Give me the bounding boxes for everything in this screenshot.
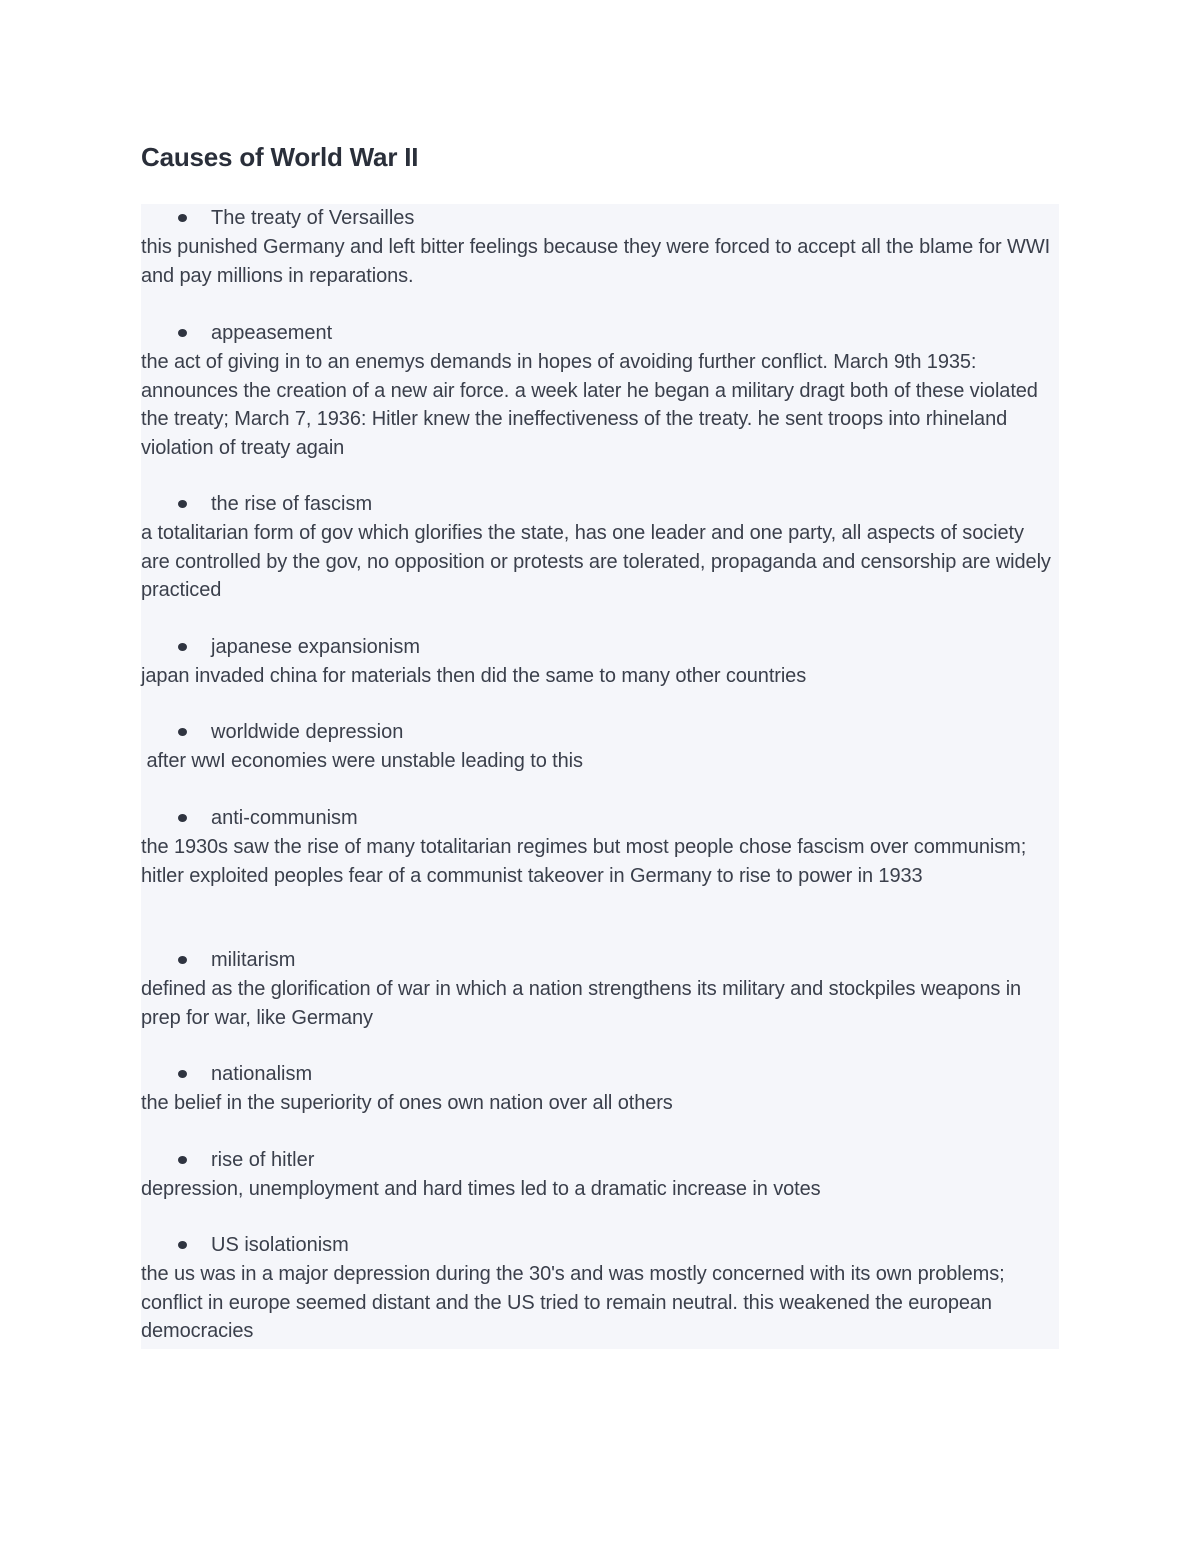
- section-text: the 1930s saw the rise of many totalitarian regimes but most people chose fascism over communism; hitler exploited peoples fear of a communist takeover in Germany to rise to power in 1933: [141, 836, 1027, 887]
- section-japanese-expansionism: [141, 633, 1059, 691]
- section-heading: nationalism: [211, 1063, 313, 1085]
- section-text: defined as the glorification of war in which a nation strengthens its military and stockpiles weapons in prep for war, like Germany: [141, 978, 1022, 1029]
- section-rise-of-hitler: [141, 1146, 1059, 1204]
- section-heading: militarism: [211, 949, 296, 971]
- section-text: a totalitarian form of gov which glorifies the state, has one leader and one party, all aspects of society are controlled by the gov, no opposition or protests are tolerated, propaganda and censorship are widely practiced: [141, 522, 1051, 602]
- section-treaty-of-versailles: [141, 204, 1059, 290]
- section-text: the belief in the superiority of ones own nation over all others: [141, 1092, 673, 1114]
- bullet-dot-icon: [178, 814, 187, 822]
- bullet-dot-icon: [178, 643, 187, 651]
- section-heading: japanese expansionism: [211, 636, 421, 658]
- section-nationalism: [141, 1060, 1059, 1118]
- section-text: the act of giving in to an enemys demands in hopes of avoiding further conflict. March 9th 1935: announces the creation of a new air force. a week later he began a military dragt both of these violated the treaty; March 7, 1936: Hitler knew the ineffectiveness of the treaty. he sent troops into rhineland violation of treaty again: [141, 351, 1038, 459]
- section-text: after wwI economies were unstable leading to this: [141, 750, 583, 772]
- section-text: depression, unemployment and hard times led to a dramatic increase in votes: [141, 1178, 821, 1200]
- section-militarism: [141, 946, 1059, 1032]
- section-heading: rise of hitler: [211, 1149, 315, 1171]
- section-heading: the rise of fascism: [211, 493, 373, 515]
- section-text: this punished Germany and left bitter feelings because they were forced to accept all the blame for WWI and pay millions in reparations.: [141, 236, 1051, 287]
- section-us-isolationism: [141, 1231, 1059, 1346]
- bullet-dot-icon: [178, 1156, 187, 1164]
- section-heading: worldwide depression: [211, 721, 404, 743]
- section-heading: anti-communism: [211, 807, 358, 829]
- bullet-dot-icon: [178, 1241, 187, 1249]
- bullet-dot-icon: [178, 500, 187, 508]
- page-title: Causes of World War II: [141, 142, 419, 172]
- bullet-dot-icon: [178, 728, 187, 736]
- section-appeasement: [141, 319, 1059, 462]
- notes-content: [141, 204, 1059, 1349]
- bullet-dot-icon: [178, 214, 187, 222]
- section-heading: The treaty of Versailles: [211, 207, 415, 229]
- bullet-dot-icon: [178, 329, 187, 337]
- section-text: the us was in a major depression during the 30's and was mostly concerned with its own problems; conflict in europe seemed distant and the US tried to remain neutral. this weakened the european democracies: [141, 1263, 1005, 1343]
- section-rise-of-fascism: [141, 490, 1059, 605]
- bullet-dot-icon: [178, 956, 187, 964]
- bullet-dot-icon: [178, 1070, 187, 1078]
- section-text: japan invaded china for materials then did the same to many other countries: [141, 665, 807, 687]
- section-anti-communism: [141, 804, 1059, 890]
- section-heading: US isolationism: [211, 1234, 349, 1256]
- section-worldwide-depression: [141, 718, 1059, 776]
- section-heading: appeasement: [211, 322, 333, 344]
